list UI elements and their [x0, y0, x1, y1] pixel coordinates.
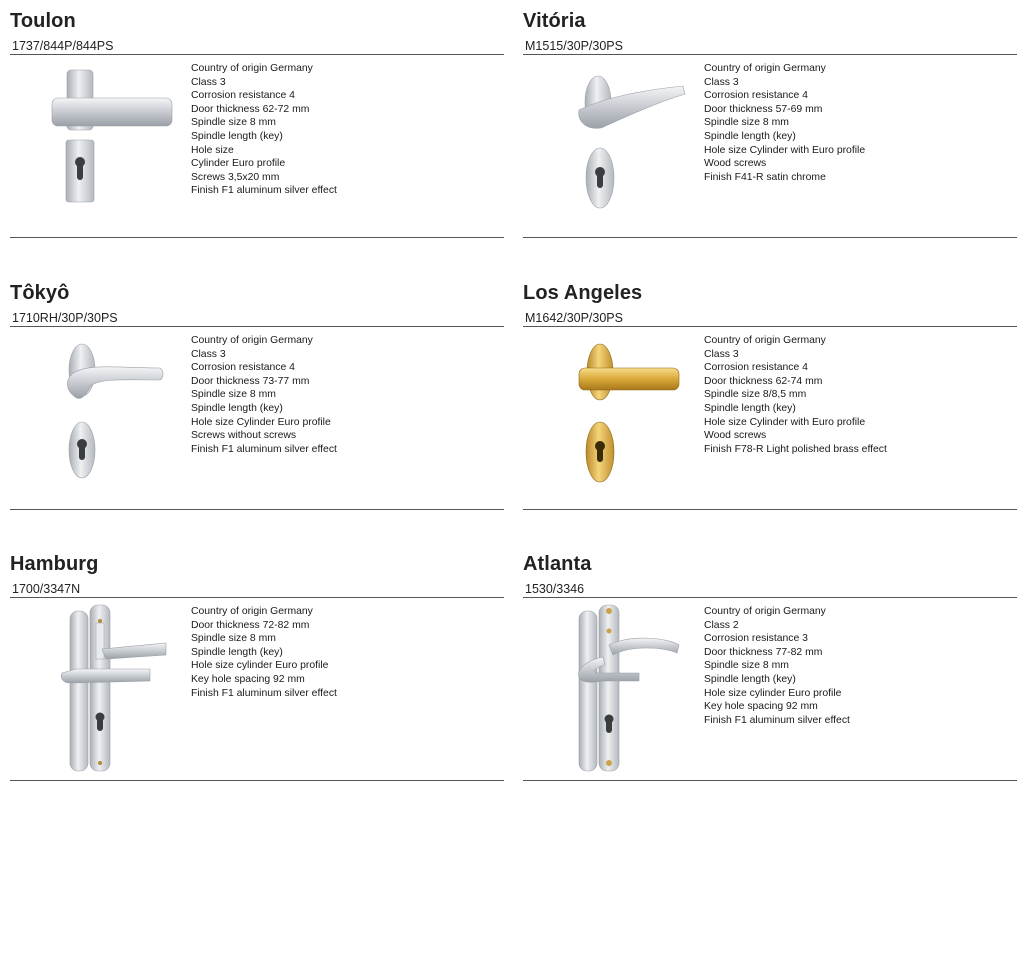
spec-item: Country of origin Germany [191, 606, 313, 617]
spec-item: Hole size Cylinder with Euro profile [704, 416, 866, 428]
spec-list [704, 334, 887, 456]
spec-item: Screws without screws [191, 430, 297, 442]
spec-item: Class 3 [704, 76, 739, 88]
spec-item: Finish F78-R Light polished brass effect [704, 443, 887, 455]
spec-list [704, 62, 865, 184]
divider [10, 597, 504, 598]
spec-item: Hole size cylinder Euro profile [191, 660, 329, 672]
product-name: Los Angeles [523, 282, 643, 304]
spec-item: Class 2 [704, 619, 739, 631]
divider [523, 780, 1017, 781]
spec-item: Spindle size 8 mm [704, 660, 789, 672]
divider [10, 780, 504, 781]
divider [523, 509, 1017, 510]
product-card-tokyo [10, 282, 504, 512]
spec-item: Hole size Cylinder Euro profile [191, 416, 331, 428]
product-name: Tôkyô [10, 282, 70, 304]
spec-item: Door thickness 62-74 mm [704, 375, 823, 387]
spec-item: Spindle length (key) [191, 646, 283, 658]
spec-item: Class 3 [704, 348, 739, 360]
spec-list [191, 334, 337, 456]
spec-item: Corrosion resistance 3 [704, 633, 808, 645]
spec-item: Finish F1 aluminum silver effect [191, 687, 337, 699]
product-card-vitoria [523, 10, 1017, 240]
divider [10, 326, 504, 327]
spec-item: Corrosion resistance 4 [191, 362, 295, 374]
spec-item: Screws 3,5x20 mm [191, 171, 280, 183]
spec-item: Finish F1 aluminum silver effect [191, 185, 337, 197]
spec-item: Door thickness 62-72 mm [191, 103, 310, 115]
product-card-hamburg [10, 553, 504, 783]
divider [10, 509, 504, 510]
spec-item: Wood screws [704, 158, 767, 170]
product-image-hamburg [30, 603, 180, 773]
product-card-atlanta [523, 553, 1017, 783]
product-image-los-angeles [543, 332, 693, 502]
product-code: 1737/844P/844PS [12, 39, 114, 53]
spec-list [191, 62, 337, 198]
product-code: 1530/3346 [525, 582, 585, 596]
product-image-vitoria [543, 60, 693, 230]
divider [10, 54, 504, 55]
product-card-los-angeles [523, 282, 1017, 512]
spec-item: Spindle size 8/8,5 mm [704, 389, 807, 401]
product-image-atlanta [543, 603, 693, 773]
spec-item: Spindle size 8 mm [704, 117, 789, 129]
spec-item: Country of origin Germany [191, 335, 313, 346]
spec-item: Class 3 [191, 348, 226, 360]
product-name: Atlanta [523, 553, 592, 575]
spec-list [191, 605, 337, 700]
spec-item: Country of origin Germany [704, 606, 826, 617]
product-name: Vitória [523, 10, 586, 32]
spec-item: Country of origin Germany [704, 63, 826, 74]
spec-item: Class 3 [191, 76, 226, 88]
divider [10, 237, 504, 238]
divider [523, 597, 1017, 598]
spec-list [704, 605, 850, 727]
divider [523, 237, 1017, 238]
spec-item: Hole size Cylinder with Euro profile [704, 144, 866, 156]
product-code: M1642/30P/30PS [525, 311, 623, 325]
spec-item: Hole size [191, 144, 234, 156]
product-card-toulon [10, 10, 504, 240]
spec-item: Spindle length (key) [191, 402, 283, 414]
spec-item: Finish F1 aluminum silver effect [704, 714, 850, 726]
spec-item: Corrosion resistance 4 [704, 362, 808, 374]
spec-item: Corrosion resistance 4 [704, 90, 808, 102]
spec-item: Spindle length (key) [704, 673, 796, 685]
spec-item: Spindle length (key) [704, 402, 796, 414]
spec-item: Spindle length (key) [704, 130, 796, 142]
spec-item: Wood screws [704, 430, 767, 442]
product-name: Toulon [10, 10, 76, 32]
spec-item: Door thickness 77-82 mm [704, 646, 823, 658]
spec-item: Hole size cylinder Euro profile [704, 687, 842, 699]
spec-item: Door thickness 57-69 mm [704, 103, 823, 115]
spec-item: Country of origin Germany [704, 335, 826, 346]
product-code: 1700/3347N [12, 582, 81, 596]
spec-item: Spindle length (key) [191, 130, 283, 142]
spec-item: Finish F1 aluminum silver effect [191, 443, 337, 455]
product-image-tokyo [30, 332, 180, 502]
spec-item: Country of origin Germany [191, 63, 313, 74]
spec-item: Door thickness 72-82 mm [191, 619, 310, 631]
spec-item: Key hole spacing 92 mm [191, 673, 305, 685]
spec-item: Corrosion resistance 4 [191, 90, 295, 102]
product-code: M1515/30P/30PS [525, 39, 623, 53]
product-name: Hamburg [10, 553, 99, 575]
spec-item: Spindle size 8 mm [191, 389, 276, 401]
spec-item: Cylinder Euro profile [191, 158, 286, 170]
spec-item: Door thickness 73-77 mm [191, 375, 310, 387]
spec-item: Key hole spacing 92 mm [704, 701, 818, 713]
spec-item: Spindle size 8 mm [191, 633, 276, 645]
spec-item: Spindle size 8 mm [191, 117, 276, 129]
divider [523, 326, 1017, 327]
spec-item: Finish F41-R satin chrome [704, 171, 826, 183]
divider [523, 54, 1017, 55]
product-image-toulon [30, 60, 180, 230]
product-code: 1710RH/30P/30PS [12, 311, 118, 325]
